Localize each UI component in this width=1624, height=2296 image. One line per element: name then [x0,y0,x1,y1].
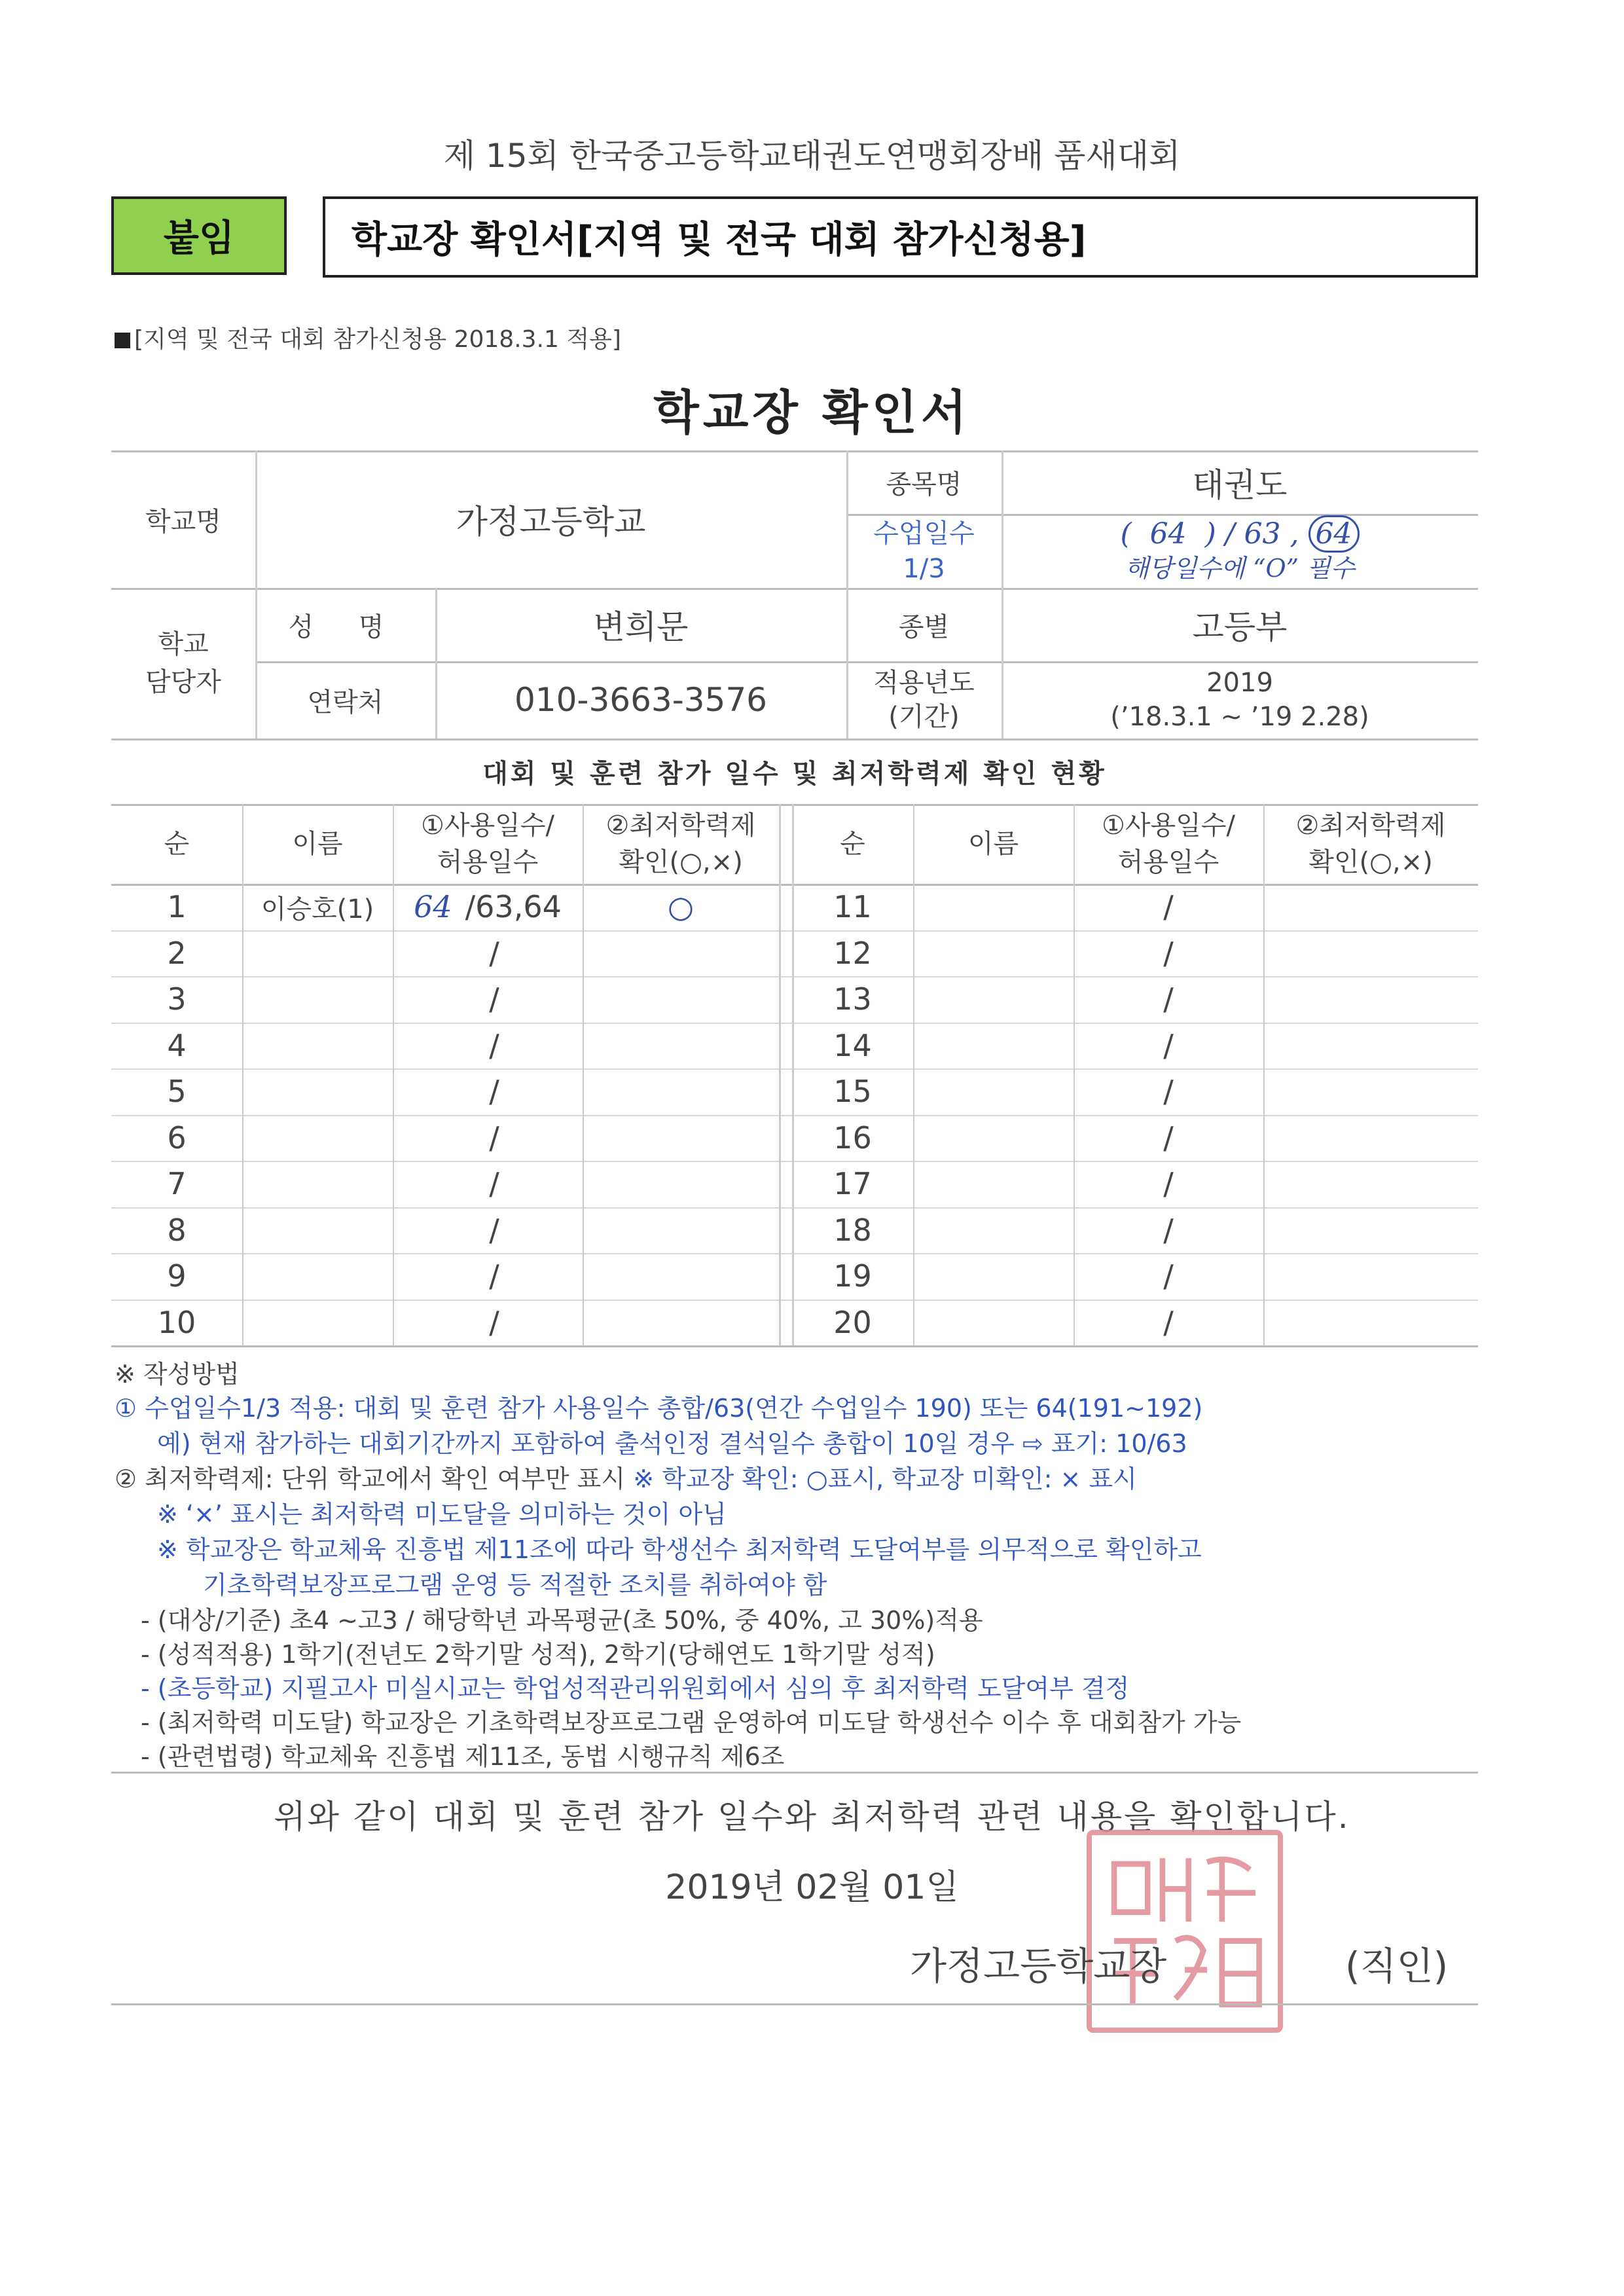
row-days-allowed: / [489,1212,499,1248]
class-days-fraction: ( 64 ) / 63 , 64 [1120,517,1359,551]
row-no-right: 18 [833,1212,872,1248]
row-name: 이승호(1) [261,894,374,924]
sub-note-text: [지역 및 전국 대회 참가신청용 2018.3.1 적용] [134,326,621,353]
row-days-allowed: / [489,1304,499,1340]
note-bullet-4: - (최저학력 미도달) 학교장은 기초학력보장프로그램 운영하여 미도달 학생선수 이수 후 대회참가 가능 [141,1708,1242,1737]
row-days [393,1300,583,1346]
competition-title: 제 15회 한국중고등학교태권도연맹회장배 품새대회 [443,137,1181,175]
col-days-left-line-2: 허용일수 [437,847,539,877]
col-days-left [393,804,583,884]
year-period: (’18.3.1 ~ ’19 2.28) [1110,702,1369,732]
row-days-allowed: / [489,1120,499,1156]
row-days-right: / [1163,1166,1174,1202]
row-days [393,976,583,1023]
row-no: 4 [167,1027,187,1063]
year-label [846,661,1001,738]
row-check [583,930,779,977]
row-check [583,1253,779,1300]
row-no: 8 [167,1212,187,1248]
row-no-right: 14 [833,1027,872,1063]
row-days-right: / [1163,889,1174,925]
row-no: 3 [167,981,187,1017]
row-name [242,976,393,1023]
row-no-right: 16 [833,1120,872,1156]
row-no-right: 19 [833,1258,872,1294]
row-check [583,1207,779,1254]
note-bullet-5: - (관련법령) 학교체육 진흥법 제11조, 동법 시행규칙 제6조 [141,1742,785,1771]
row-check [583,1068,779,1115]
name-label: 성 명 [288,611,403,642]
year-value [1001,661,1478,738]
row-no: 5 [167,1074,187,1110]
row-no: 6 [167,1120,187,1156]
row-check [583,1161,779,1207]
row-days [393,1161,583,1207]
row-days-allowed: /63,64 [465,889,562,925]
note-bullet-2: - (성적적용) 1학기(전년도 2학기말 성적), 2학기(당해연도 1학기말 성적) [141,1640,935,1669]
school-name: 가정고등학교 [456,503,646,541]
row-days-allowed: / [489,1027,499,1063]
col-check-right-line-2: 확인(○,×) [1308,847,1433,877]
row-days-allowed: / [489,935,499,971]
year-number: 2019 [1206,668,1273,698]
main-title: 학교장 확인서 [653,385,971,440]
row-days-right: / [1163,1027,1174,1063]
phone-value: 010-3663-3576 [514,681,767,719]
row-no: 10 [157,1304,196,1340]
class-days-label-2: 1/3 [903,553,945,584]
row-days-right: / [1163,981,1174,1017]
note-3: ※ ‘×’ 표시는 최저학력 미도달을 의미하는 것이 아님 [157,1500,727,1529]
col-days-right [1074,804,1263,884]
row-days-right: / [1163,1120,1174,1156]
class-days-note: 해당일수에 “O” 필수 [1125,553,1355,583]
note-1b: 예) 현재 참가하는 대회기간까지 포함하여 출석인정 결석일수 총합이 10일 경우 ⇨ 표기: 10/63 [157,1429,1187,1458]
row-name [242,1300,393,1346]
row-days-right: / [1163,1304,1174,1340]
row-days [393,884,583,930]
col-check-right-line-1: ②최저학력제 [1295,811,1446,841]
row-no: 1 [167,889,187,925]
col-no-right-line-1: 순 [840,829,865,859]
row-no-right: 15 [833,1074,872,1110]
row-no-right: 11 [833,889,872,925]
row-days [393,1023,583,1069]
row-name [242,1207,393,1254]
note-bullet-3: - (초등학교) 지필고사 미실시교는 학업성적관리위원회에서 심의 후 최저학력 도달여부 결정 [141,1674,1130,1703]
row-days-right: / [1163,1212,1174,1248]
school-seal-stamp [1087,1830,1283,2033]
row-days-allowed: / [489,1166,499,1202]
col-days-right-line-2: 허용일수 [1117,847,1219,877]
row-days-right: / [1163,935,1174,971]
row-days-allowed: / [489,1258,499,1294]
col-check-left-line-1: ②최저학력제 [605,811,756,841]
row-check [583,976,779,1023]
row-no-right: 20 [833,1304,872,1340]
note-1a: ① 수업일수1/3 적용: 대회 및 훈련 참가 사용일수 총합/63(연간 수업일수 190) 또는 64(191~192) [115,1394,1203,1423]
event-label: 종목명 [886,469,962,500]
name-value: 변희문 [593,608,689,646]
document-heading: 학교장 확인서[지역 및 전국 대회 참가신청용] [323,196,1478,278]
col-check-left-line-2: 확인(○,×) [619,847,743,877]
note-bullet-1: - (대상/기준) 초4 ~고3 / 해당학년 과목평균(초 50%, 중 40%, 고 30%)적용 [141,1606,983,1635]
division-value: 고등부 [1192,608,1288,646]
col-name-right-line-1: 이름 [967,829,1019,859]
phone-label: 연락처 [307,687,384,718]
class-days-value [1001,514,1478,588]
note-2-prefix: ② 최저학력제: 단위 학교에서 확인 여부만 표시 [115,1465,626,1493]
col-no-left-line-1: 순 [164,829,190,859]
row-days-allowed: / [489,981,499,1017]
year-label-2: (기간) [888,702,960,732]
row-days [393,1115,583,1161]
class-days-label [846,514,1001,588]
seal-label: (직인) [1345,1944,1449,1988]
school-label: 학교명 [145,506,221,537]
signature-date: 2019년 02월 01일 [665,1868,959,1907]
notes-heading: ※ 작성방법 [115,1360,240,1389]
row-check: ○ [667,889,695,925]
row-days [393,1253,583,1300]
row-check [583,1300,779,1346]
col-check-right [1263,804,1478,884]
row-name [242,1068,393,1115]
contact-label-2: 담당자 [145,667,221,697]
contact-label [111,588,255,738]
row-name [242,1253,393,1300]
event-value: 태권도 [1192,465,1288,504]
col-name-right [913,804,1074,884]
principal-title: 가정고등학교장 [910,1944,1167,1988]
attachment-badge: 붙임 [111,196,287,275]
row-no-right: 12 [833,935,872,971]
note-2-suffix: ※ 학교장 확인: ○표시, 학교장 미확인: × 표시 [633,1465,1137,1493]
row-check [583,1023,779,1069]
col-name-left [242,804,393,884]
class-days-label-1: 수업일수 [873,518,975,549]
row-no-right: 17 [833,1166,872,1202]
col-days-left-line-1: ①사용일수/ [421,811,554,841]
contact-label-1: 학교 [158,629,209,659]
row-no: 2 [167,935,187,971]
class-days-circled: 64 [1308,515,1360,553]
row-name [242,1161,393,1207]
row-name [242,1115,393,1161]
table-section-title: 대회 및 훈련 참가 일수 및 최저학력제 확인 현황 [482,758,1107,789]
seal-icon [1092,1835,1278,2028]
confirmation-statement: 위와 같이 대회 및 훈련 참가 일수와 최저학력 관련 내용을 확인합니다. [274,1798,1350,1836]
row-no-right: 13 [833,981,872,1017]
class-days-handwritten: 64 [1149,517,1187,551]
row-check [583,1115,779,1161]
note-2 [115,1459,1137,1495]
col-days-right-line-1: ①사용일수/ [1102,811,1235,841]
row-no: 9 [167,1258,187,1294]
year-label-1: 적용년도 [873,668,975,698]
col-no-right [792,804,913,884]
row-days-used: 64 [414,889,452,925]
row-days-allowed: / [489,1074,499,1110]
col-no-left [111,804,242,884]
col-name-left-line-1: 이름 [292,829,343,859]
square-bullet-icon [115,333,130,348]
row-days-right: / [1163,1074,1174,1110]
row-name [242,930,393,977]
row-name [242,1023,393,1069]
col-check-left [583,804,779,884]
note-4b: 기초학력보장프로그램 운영 등 적절한 조치를 취하여야 함 [203,1571,827,1599]
sub-note [115,321,621,354]
class-days-printed: ) / 63 , [1204,517,1299,551]
row-days-right: / [1163,1258,1174,1294]
row-no: 7 [167,1166,187,1202]
row-days [393,1068,583,1115]
row-days [393,1207,583,1254]
division-label: 종별 [898,611,950,642]
note-4a: ※ 학교장은 학교체육 진흥법 제11조에 따라 학생선수 최저학력 도달여부를 의무적으로 확인하고 [157,1535,1202,1564]
row-days [393,930,583,977]
